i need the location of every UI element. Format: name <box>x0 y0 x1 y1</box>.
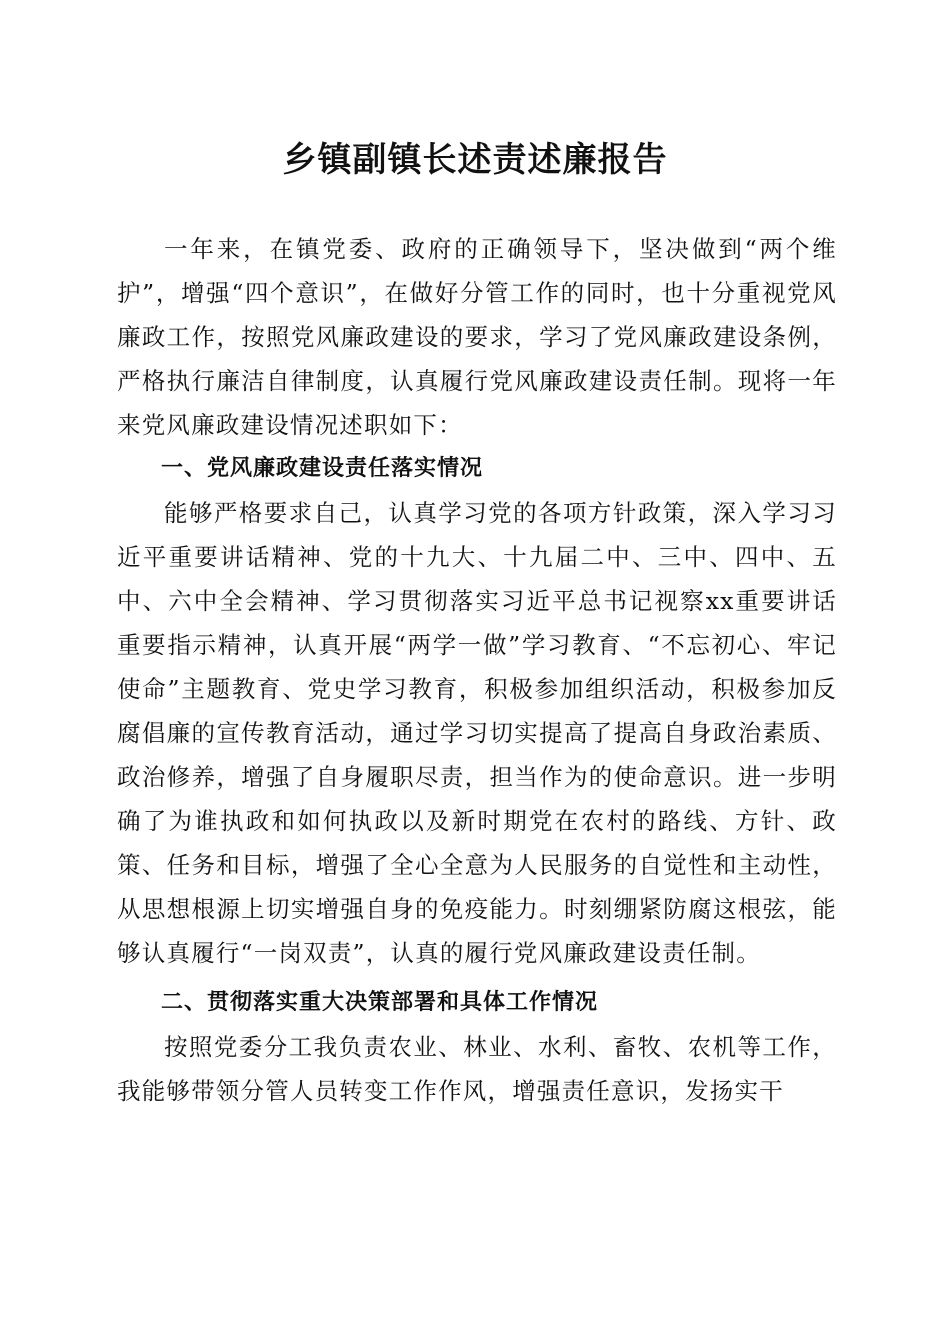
document-title: 乡镇副镇长述责述廉报告 <box>282 140 668 180</box>
document-body <box>117 227 837 1113</box>
section-1-heading: 一、党风廉政建设责任落实情况 <box>161 456 484 481</box>
section-2-paragraph: 按照党委分工我负责农业、林业、水利、畜牧、农机等工作，我能够带领分管人员转变工作作风，增强责任意识，发扬实干 <box>117 1033 837 1105</box>
section-2-heading: 二、贯彻落实重大决策部署和具体工作情况 <box>161 990 599 1015</box>
section-1-paragraph: 能够严格要求自己，认真学习党的各项方针政策，深入学习习近平重要讲话精神、党的十九大、十九届二中、三中、四中、五中、六中全会精神、学习贯彻落实习近平总书记视察xx重要讲话重要指示精神，认真开展“两学一做”学习教育、“不忘初心、牢记使命”主题教育、党史学习教育，积极参加组织活动，积极参加反腐倡廉的宣传教育活动，通过学习切实提高了提高自身政治素质、政治修养，增强了自身履职尽责，担当作为的使命意识。进一步明确了为谁执政和如何执政以及新时期党在农村的路线、方针、政策、任务和目标，增强了全心全意为人民服务的自觉性和主动性，从思想根源上切实增强自身的免疫能力。时刻绷紧防腐这根弦，能够认真履行“一岗双责”，认真的履行党风廉政建设责任制。 <box>117 499 837 967</box>
intro-paragraph: 一年来，在镇党委、政府的正确领导下，坚决做到“两个维护”，增强“四个意识”，在做好分管工作的同时，也十分重视党风廉政工作，按照党风廉政建设的要求，学习了党风廉政建设条例，严格执行廉洁自律制度，认真履行党风廉政建设责任制。现将一年来党风廉政建设情况述职如下： <box>117 235 837 439</box>
